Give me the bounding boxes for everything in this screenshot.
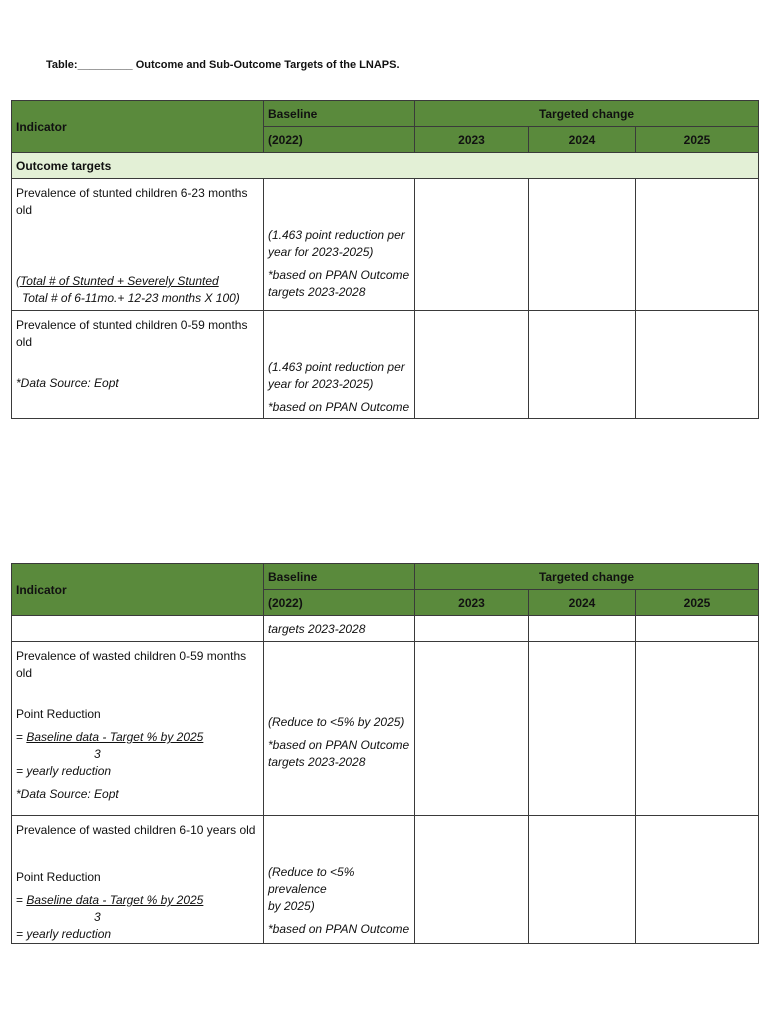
target-2025-cell <box>636 816 759 944</box>
target-2024-cell <box>529 311 636 419</box>
formula-denominator: 3 <box>94 747 101 761</box>
header-baseline-year: (2022) <box>264 127 415 153</box>
formula-eq: = <box>16 730 27 744</box>
baseline-cell <box>264 179 415 311</box>
indicator-cell <box>12 642 264 816</box>
header-indicator: Indicator <box>12 101 264 153</box>
formula-numerator <box>16 729 259 746</box>
indicator-cell <box>12 616 264 642</box>
baseline-cell <box>264 642 415 816</box>
target-2025-cell <box>636 616 759 642</box>
target-2023-cell <box>415 311 529 419</box>
target-2025-cell <box>636 642 759 816</box>
header-baseline: Baseline <box>264 101 415 127</box>
target-2025-cell <box>636 311 759 419</box>
indicator-text: old <box>16 203 33 217</box>
target-2023-cell <box>415 816 529 944</box>
target-2023-cell <box>415 179 529 311</box>
header-baseline: Baseline <box>264 564 415 590</box>
indicator-text: old <box>16 335 33 349</box>
formula-result: = yearly reduction <box>16 764 112 778</box>
baseline-note: *based on PPAN Outcome <box>268 400 410 414</box>
target-2023-cell <box>415 616 529 642</box>
point-reduction-label: Point Reduction <box>16 707 101 721</box>
outcome-table-part1 <box>11 100 759 419</box>
baseline-note: *based on PPAN Outcome <box>268 268 410 282</box>
indicator-cell <box>12 311 264 419</box>
formula-denominator: Total # of 6-11mo.+ 12-23 months X 100) <box>22 291 240 305</box>
header-year-2024: 2024 <box>529 590 636 616</box>
outcome-table-part2 <box>11 563 759 944</box>
baseline-cell <box>264 816 415 944</box>
baseline-note: *based on PPAN Outcome <box>268 738 410 752</box>
baseline-text: (1.463 point reduction per <box>268 228 405 242</box>
indicator-cell <box>12 816 264 944</box>
section-outcome-targets: Outcome targets <box>12 153 759 179</box>
baseline-note: targets 2023-2028 <box>268 755 366 769</box>
baseline-text: year for 2023-2025) <box>268 245 374 259</box>
formula-numerator-text: Baseline data - Target % by 2025 <box>26 730 204 744</box>
formula-denominator: 3 <box>94 910 101 924</box>
baseline-text: (1.463 point reduction per <box>268 360 405 374</box>
baseline-text: (Reduce to <5% prevalence <box>268 865 355 896</box>
indicator-cell <box>12 179 264 311</box>
header-targeted-change: Targeted change <box>415 564 759 590</box>
table-caption: Table:_________ Outcome and Sub-Outcome Targets of the LNAPS. <box>46 59 400 71</box>
indicator-text: Prevalence of wasted children 0-59 months <box>16 649 247 663</box>
target-2025-cell <box>636 179 759 311</box>
data-source: *Data Source: Eopt <box>16 787 119 801</box>
baseline-text: (Reduce to <5% by 2025) <box>268 715 405 729</box>
formula-numerator <box>16 892 259 909</box>
header-year-2023: 2023 <box>415 127 529 153</box>
formula-numerator: (Total # of Stunted + Severely Stunted <box>16 274 219 288</box>
baseline-text: by 2025) <box>268 899 315 913</box>
indicator-text: Prevalence of stunted children 6-23 months <box>16 186 248 200</box>
header-baseline-year: (2022) <box>264 590 415 616</box>
formula-numerator-text: Baseline data - Target % by 2025 <box>26 893 204 907</box>
formula-result: = yearly reduction <box>16 927 112 941</box>
target-2023-cell <box>415 642 529 816</box>
indicator-text: Prevalence of stunted children 0-59 months <box>16 318 248 332</box>
indicator-text: Prevalence of wasted children 6-10 years old <box>16 823 256 837</box>
data-source: *Data Source: Eopt <box>16 376 119 390</box>
point-reduction-label: Point Reduction <box>16 870 101 884</box>
target-2024-cell <box>529 642 636 816</box>
header-year-2025: 2025 <box>636 127 759 153</box>
baseline-text: year for 2023-2025) <box>268 377 374 391</box>
header-targeted-change: Targeted change <box>415 101 759 127</box>
target-2024-cell <box>529 616 636 642</box>
target-2024-cell <box>529 816 636 944</box>
baseline-note: *based on PPAN Outcome <box>268 922 410 936</box>
header-year-2023: 2023 <box>415 590 529 616</box>
header-year-2024: 2024 <box>529 127 636 153</box>
baseline-note: targets 2023-2028 <box>268 285 366 299</box>
indicator-text: old <box>16 666 33 680</box>
formula-eq: = <box>16 893 27 907</box>
target-2024-cell <box>529 179 636 311</box>
baseline-cell <box>264 311 415 419</box>
baseline-continuation: targets 2023-2028 <box>264 616 415 642</box>
header-year-2025: 2025 <box>636 590 759 616</box>
header-indicator: Indicator <box>12 564 264 616</box>
